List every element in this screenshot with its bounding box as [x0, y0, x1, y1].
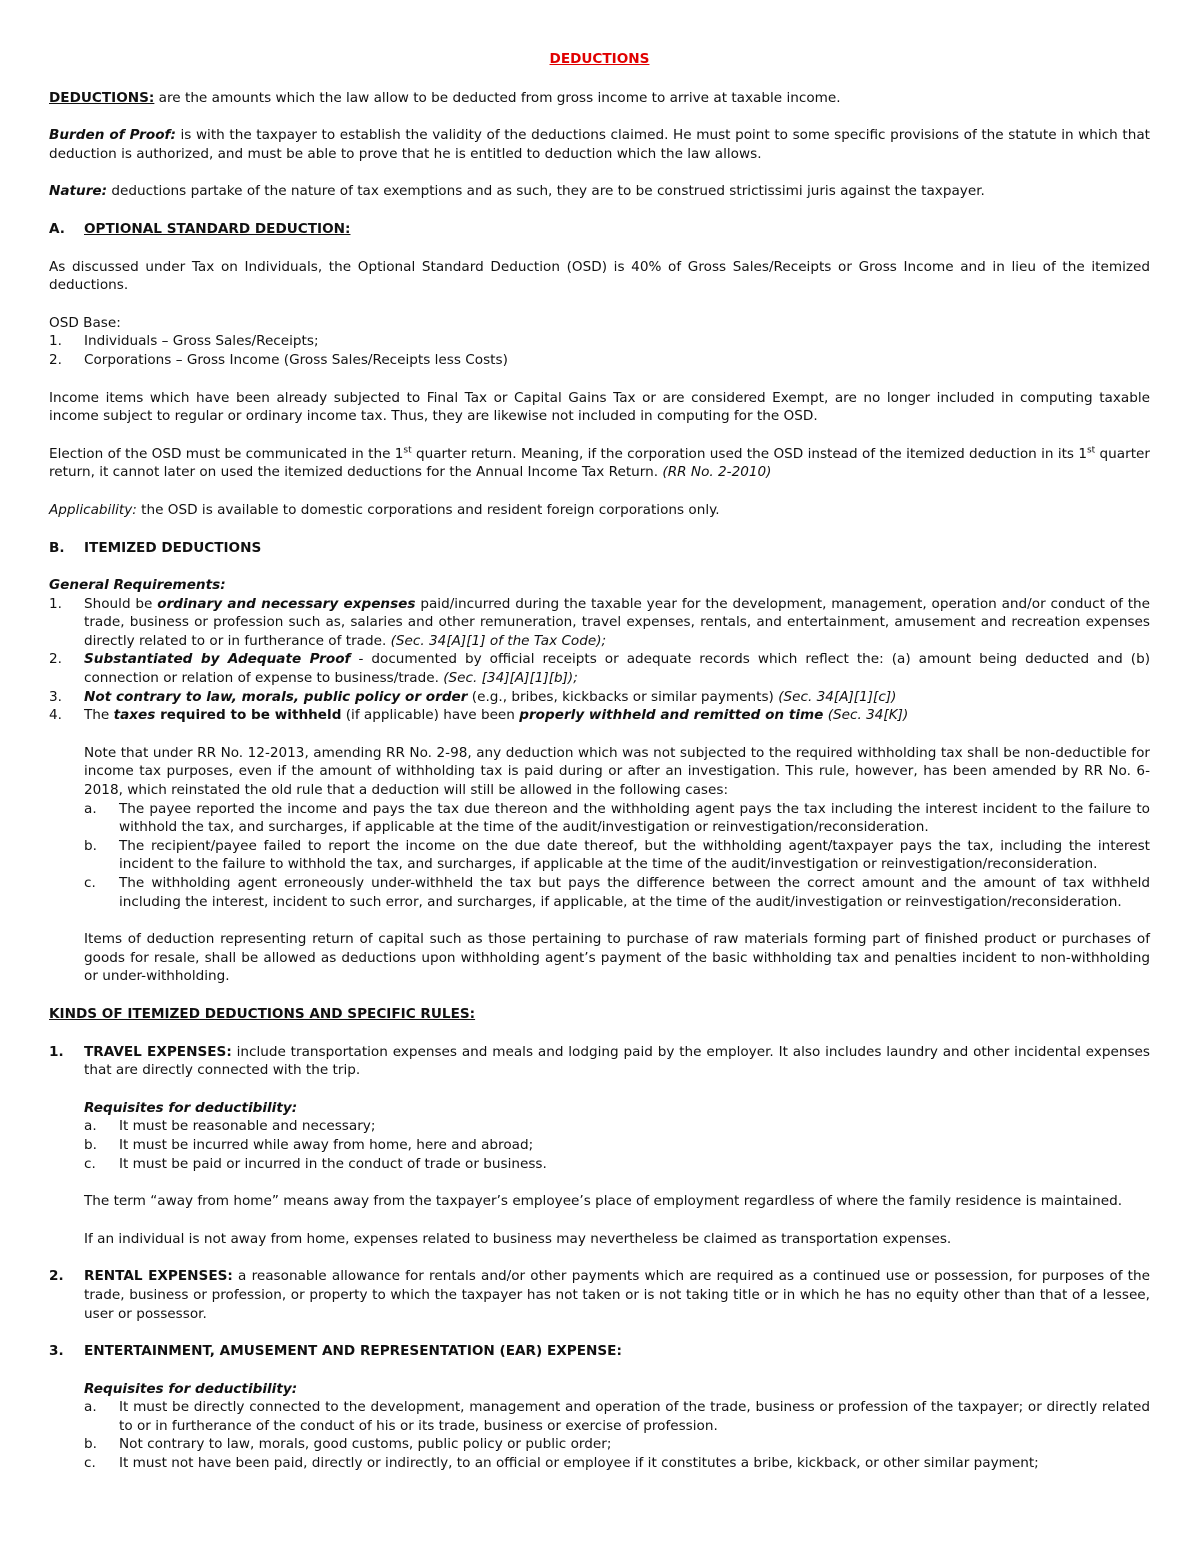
list-text: RENTAL EXPENSES: a reasonable allowance for rentals and/or other payments which are required as a continued use or possession, for purposes of the trade, business or profession, or property to which the taxpayer has not taken or is not taking title or in which he has no equity other than that of a lessee, user or possessor. [84, 1268, 1150, 1322]
superscript: st [403, 445, 412, 456]
list-number: 1. [49, 1043, 64, 1060]
not-away-paragraph: If an individual is not away from home, expenses related to business may nevertheless be claimed as transportation expenses. [84, 1230, 952, 1247]
list-item [84, 1435, 1150, 1454]
applicability-text: the OSD is available to domestic corporations and resident foreign corporations only. [136, 501, 720, 518]
list-text: The withholding agent erroneously under-withheld the tax but pays the difference between the correct amount and the amount of tax withheld including the interest, incident to such error, and surcharges, if applicable, at the time of the audit/investigation or reinvestigation/reconsideration. [119, 875, 1150, 910]
list-text: The recipient/payee failed to report the income on the due date thereof, but the withholding agent/taxpayer pays the tax, including the interest incident to the failure to withhold the tax, and surcharges, if applicable at the time of the audit/investigation or reinvestigation/reconsideration. [119, 837, 1150, 873]
list-item [84, 837, 1150, 874]
final-tax-paragraph: Income items which have been already subjected to Final Tax or Capital Gains Tax or are considered Exempt, are no longer included in computing taxable income subject to regular or ordinary income tax. Thus, they are likewise not included in computing for the OSD. [49, 389, 1150, 425]
general-requirements-label: General Requirements: [49, 577, 226, 594]
election-text-1: Election of the OSD must be communicated in the 1 [49, 445, 404, 462]
burden-text: is with the taxpayer to establish the validity of the deductions claimed. He must point to some specific provisions of the statute in which that deduction is authorized, and must be able to prove that he is entitled to deduction which the law allows. [49, 127, 1150, 162]
list-letter: a. [84, 800, 97, 817]
superscript: st [1086, 445, 1096, 456]
osd-paragraph: As discussed under Tax on Individuals, the Optional Standard Deduction (OSD) is 40% of Gross Sales/Receipts or Gross Income and in lieu of the itemized deductions. [49, 258, 1150, 294]
applicability-label: Applicability: [49, 501, 137, 518]
section-a-heading [49, 220, 1150, 239]
list-text: ENTERTAINMENT, AMUSEMENT AND REPRESENTATION (EAR) EXPENSE: [84, 1343, 622, 1360]
kinds-heading: KINDS OF ITEMIZED DEDUCTIONS AND SPECIFIC RULES: [49, 1005, 476, 1022]
list-letter: a. [84, 1399, 97, 1416]
list-item [49, 351, 1150, 370]
withholding-note: Note that under RR No. 12-2013, amending RR No. 2-98, any deduction which was not subjected to the required withholding tax shall be non-deductible for income tax purposes, even if the amount of withholding tax is paid during or after an investigation. This rule, however, has been amended by RR No. 6-2018, which reinstated the old rule that a deduction will still be allowed in the following cases: [84, 744, 1150, 799]
osd-base-label: OSD Base: [49, 314, 121, 331]
list-text: Corporations – Gross Income (Gross Sales/Receipts less Costs) [84, 351, 508, 368]
election-text-2: quarter return. Meaning, if the corporation used the OSD instead of the itemized deduction in its 1 [411, 445, 1087, 462]
list-item [84, 1155, 1150, 1174]
list-item [49, 706, 1150, 725]
list-letter: c. [84, 875, 96, 891]
nature-text: deductions partake of the nature of tax exemptions and as such, they are to be construed strictissimi juris against the taxpayer. [107, 183, 985, 200]
list-text: It must be incurred while away from home, here and abroad; [119, 1136, 534, 1153]
nature-label: Nature: [49, 183, 108, 200]
list-item [49, 595, 1150, 651]
list-text: It must be paid or incurred in the conduct of trade or business. [119, 1155, 547, 1172]
list-number: 1. [49, 595, 62, 612]
list-item [84, 874, 1150, 911]
list-text: Individuals – Gross Sales/Receipts; [84, 333, 319, 350]
list-item [84, 800, 1150, 837]
section-b-title: ITEMIZED DEDUCTIONS [84, 539, 262, 556]
section-a-title: OPTIONAL STANDARD DEDUCTION: [84, 220, 351, 237]
list-text: TRAVEL EXPENSES: include transportation expenses and meals and lodging paid by the employer. It also includes laundry and other incidental expenses that are directly connected with the trip. [84, 1043, 1150, 1079]
list-text: Not contrary to law, morals, good customs, public policy or public order; [119, 1436, 612, 1453]
list-number: 2. [49, 1268, 64, 1285]
list-text: It must be reasonable and necessary; [119, 1118, 376, 1135]
section-a-letter: A. [49, 220, 65, 237]
burden-paragraph [49, 126, 1150, 163]
definition-text: are the amounts which the law allow to be deducted from gross income to arrive at taxable income. [154, 89, 841, 106]
list-text: The payee reported the income and pays the tax due thereon and the withholding agent pays the tax including the interest incident to the failure to withhold the tax, and surcharges, if applicable at the time of the audit/investigation or reinvestigation/reconsideration. [119, 800, 1150, 836]
list-letter: b. [84, 1436, 97, 1453]
election-paragraph [49, 445, 1150, 482]
citation: (RR No. 2-2010) [662, 464, 772, 481]
kind-rental [49, 1267, 1150, 1323]
list-item [84, 1136, 1150, 1155]
list-text: It must not have been paid, directly or indirectly, to an official or employee if it constitutes a bribe, kickback, or other similar payment; [119, 1455, 1039, 1472]
list-number: 2. [49, 351, 62, 368]
list-number: 3. [49, 1343, 64, 1360]
definition-label: DEDUCTIONS: [49, 89, 155, 106]
list-letter: a. [84, 1118, 97, 1135]
list-item [49, 650, 1150, 687]
requisites-label: Requisites for deductibility: [84, 1380, 298, 1397]
burden-label: Burden of Proof: [49, 127, 176, 144]
list-text: Substantiated by Adequate Proof - documented by official receipts or adequate records which reflect the: (a) amount being deducted and (b) connection or relation of expense to business/trade. (Sec. [34][A][1][b]); [84, 651, 1150, 687]
list-letter: b. [84, 837, 97, 854]
list-item [84, 1117, 1150, 1136]
away-from-home-paragraph: The term “away from home” means away from the taxpayer’s employee’s place of employment regardless of where the family residence is maintained. [84, 1193, 1123, 1210]
list-item [84, 1398, 1150, 1435]
list-text: The taxes required to be withheld (if applicable) have been properly withheld and remitted on time (Sec. 34[K]) [84, 707, 909, 724]
applicability-paragraph [49, 501, 1150, 520]
list-number: 3. [49, 688, 62, 705]
section-b-heading [49, 539, 1150, 558]
election-text-3: quarter return, it cannot later on used the itemized deductions for the Annual Income Tax Return. [49, 445, 1150, 481]
capital-items-paragraph: Items of deduction representing return of capital such as those pertaining to purchase of raw materials forming part of finished product or purchases of goods for resale, shall be allowed as deductions upon withholding agent’s payment of the basic withholding tax and penalties incident to non-withholding or under-withholding. [84, 931, 1150, 985]
requisites-label: Requisites for deductibility: [84, 1099, 298, 1116]
list-number: 4. [49, 707, 62, 724]
list-text: It must be directly connected to the development, management and operation of the trade, business or profession of the taxpayer; or directly related to or in furtherance of the conduct of his or its trade, business or exercise of profession. [119, 1399, 1150, 1434]
list-letter: b. [84, 1136, 97, 1153]
list-letter: c. [84, 1455, 96, 1472]
kind-travel [49, 1043, 1150, 1080]
list-item [49, 688, 1150, 707]
section-b-letter: B. [49, 539, 65, 556]
list-number: 1. [49, 333, 62, 350]
definition-paragraph [49, 89, 1150, 108]
list-text: Should be ordinary and necessary expenses paid/incurred during the taxable year for the development, management, operation and/or conduct of the trade, business or profession such as, salaries and other remuneration, travel expenses, rentals, and entertainment, amusement and recreation expenses directly related to or in furtherance of trade. (Sec. 34[A][1] of the Tax Code); [84, 595, 1150, 649]
page-title: DEDUCTIONS [549, 51, 650, 67]
list-item [49, 332, 1150, 351]
list-number: 2. [49, 651, 62, 668]
list-text: Not contrary to law, morals, public policy or order (e.g., bribes, kickbacks or similar payments) (Sec. 34[A][1][c]) [84, 688, 897, 705]
kind-ear [49, 1342, 1150, 1361]
list-letter: c. [84, 1155, 96, 1172]
document-body [49, 50, 1150, 1473]
list-item [84, 1454, 1150, 1473]
nature-paragraph [49, 182, 1150, 201]
